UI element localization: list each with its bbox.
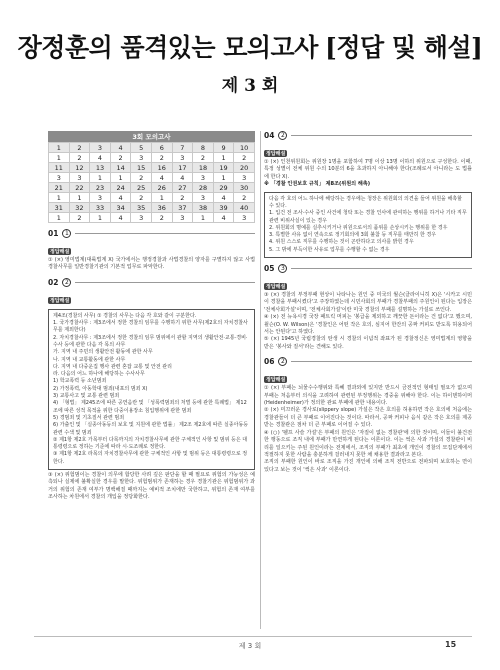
question-06-explanation-4: 조직의 부패한 원인이 바로 조직을 가진 개인에 의해 조직 전반으로 전파되며 보호하는 면이 있다고 보는 것이 '썩은 사과' 이론이다. [264,459,472,473]
answer-cell: 2 [110,153,131,163]
question-number-cell: 20 [234,163,255,173]
answer-cell: 3 [172,153,193,163]
question-number-cell: 29 [213,183,234,193]
question-number-cell: 3 [90,143,111,153]
page-number: 15 [445,640,457,649]
question-06-explanation-2: ② (×) 미끄러운 경사로(slippery slope) 가설은 작은 호의를 허용하면 작은 호의에 처음에는 경찰관들이 더 큰 부패로 이어진다는 것이다. 따라서, 공짜 커피나 음식 같은 작은 호의를 제공받는 경찰관은 점차 더 큰 부패로 이어질 수 있다. [264,407,472,429]
answer-table-number-row [49,183,255,193]
question-02-footnote: ③ (×) 위험범이는 경찰이 의무에 합당한 사려 깊은 판단을 할 때 필요로 위험의 가능성은 예측되나 실제에 불확실한 경우를 말한다. 위험범위가 존재하는 경우 경찰기관은 위험범위가 과거의 위험의 존재 여부가 명백해질 때까지는 예비적 조치에만 국한하고, 위험의 존재 여부를 조사하는 차원에서 경찰의 개입을 정당화한다. [48,472,255,501]
answer-cell: 3 [49,173,70,183]
answer-cell: 4 [110,213,131,223]
article-item: 라. 다음의 어느 하나에 해당하는 수사사무 [53,371,145,378]
header-rule [75,282,255,283]
article-intro: 제4조(경찰의 사무) ① 경찰의 사무는 다음 각 호와 같이 구분한다. [53,312,197,319]
question-number-cell: 10 [234,143,255,153]
question-02-header [48,278,255,287]
question-number-cell: 30 [234,183,255,193]
answer-cell: 1 [49,193,70,203]
answer-cell: 3 [234,173,255,183]
rule-article-line: 2. 위원회의 명예를 실추시키거나 위원으로서의 품위를 손상시키는 행위를 한 경우 [269,224,448,231]
rule-article-line: 4. 위원 스스로 직무를 수행하는 것이 곤란하다고 의사를 밝힌 경우 [269,239,414,246]
question-number-cell: 14 [110,163,131,173]
answer-table-answer-row [49,153,255,163]
answer-cell: 1 [90,213,111,223]
question-number-cell: 31 [49,203,70,213]
answer-cell: 4 [213,193,234,203]
answer-cell: 4 [110,193,131,203]
answer-table-number-row [49,203,255,213]
article-item: 가. 지역 내 주민의 생활안전 활동에 관한 사무 [53,349,153,356]
question-number-cell: 28 [193,183,214,193]
question-number-cell: 13 [90,163,111,173]
header-rule [291,135,472,136]
question-06-explanation-1: ① (×) 부패는 뇌물수수행위와 특혜 결과외에 있지만 반드시 금전적인 형태일 필요가 없으며 부패는 처음부터 의식을 고려하여 관련된 부정행위는 경중을 위해야 한다. 이는 하이덴하이머(Heidenheimer)가 정의한 관료 부패에 관한 내용이다. [264,385,472,407]
answer-cell: 4 [172,173,193,183]
answer-table-number-row [49,143,255,153]
header-rule [291,361,472,362]
answer-cell: 3 [131,213,152,223]
answer-cell: 2 [151,153,172,163]
question-number-cell: 7 [172,143,193,153]
answer-cell: 2 [193,153,214,163]
answer-cell: 4 [151,173,172,183]
question-number-cell: 32 [69,203,90,213]
answer-cell: 1 [90,173,111,183]
question-05-explanation-2: ④ (×) 전 뉴욕시경 국장 패트릭 머피는 '봉급을 제외하고 깨끗한 돈이라는 건 없다'고 했으며, 윌슨(O. W. Wilson)은 '경찰인은 어떤 작은 호의, 심지어 한잔의 공짜 커피도 받도록 허용되어서는 안된다'고 하였다. [264,314,472,336]
rule-article-line: 3. 특별한 사유 없이 연속으로 정기회의에 3회 불참 등 직무를 태만히 한 경우 [269,232,437,239]
question-05-explanation-3: ⑤ (×) 1945년 국립경찰의 탄생 시 경찰의 이념적 좌표가 된 경찰정신은 영미법계의 영향을 받은 '봉사와 질서'라는 견해도 있다. [264,336,472,350]
question-number-cell: 36 [151,203,172,213]
question-04-note: ※ 「경찰 인권보호 규칙」 제8조(위원의 해촉) [264,181,371,188]
answer-cell: 2 [69,153,90,163]
question-number: 04 [264,131,275,140]
question-06-header [264,357,472,366]
answer-cell: 4 [90,153,111,163]
question-number-cell: 25 [131,183,152,193]
explanation-badge: 정답해설 [266,284,286,290]
answer-circle: 1 [62,229,71,238]
question-number-cell: 16 [151,163,172,173]
answer-cell: 1 [69,193,90,203]
question-number: 02 [48,277,59,287]
question-number-cell: 34 [110,203,131,213]
question-number-cell: 1 [49,143,70,153]
answer-cell: 3 [90,193,111,203]
question-number-cell: 38 [193,203,214,213]
article-item: ② 제1항 제2호 가목부터 다목까지의 자치경찰사무에 관한 구체적인 사항 및 범위 등은 대통령령으로 정하는 기준에 따라 시·도조례로 정한다. [53,436,248,451]
answer-cell: 1 [151,193,172,203]
question-number-cell: 19 [213,163,234,173]
answer-cell: 1 [110,173,131,183]
answer-cell: 3 [131,153,152,163]
article-item: 2. 자치경찰사무 : 제3조에서 정한 경찰의 임무 범위에서 관할 지역의 생활안전·교통·경비·수사 등에 관한 다음 각 목의 사무 [53,334,248,348]
question-number-cell: 33 [90,203,111,213]
round-title: 제 3 회 [221,76,279,96]
law-article-box [48,309,255,470]
answer-cell: 1 [193,213,214,223]
answer-circle: 3 [278,264,287,273]
answer-cell: 2 [234,153,255,163]
title-prefix: 장정훈의 품격있는 모의고사 [17,33,318,62]
answer-cell: 2 [131,173,152,183]
answer-table [48,131,255,223]
question-number-cell: 2 [69,143,90,153]
answer-cell: 1 [213,173,234,183]
question-number-cell: 22 [69,183,90,193]
article-item: 2) 가정폭력, 아동학대 범죄(내포의 범죄 X) [53,385,148,392]
answer-table-answer-row [49,173,255,183]
answer-circle: 2 [62,278,71,287]
question-number-cell: 6 [151,143,172,153]
article-item: 6) 가출인 및 「실종아동등의 보호 및 지원에 관한 법률」 제2조 제2호에 따른 실종아동등 관련 수색 및 범죄 [53,422,249,436]
explanation-badge: 정답해설 [266,377,286,384]
article-item: 4) 「형법」 제245조에 따른 공연음란 및 「성폭력범죄의 처벌 등에 관한 특례법」 제12조에 따른 성적 목적을 위한 다중이용장소 침입행위에 관한 범죄 [53,400,247,414]
question-number-cell: 23 [90,183,111,193]
question-number-cell: 15 [131,163,152,173]
answer-cell: 3 [193,173,214,183]
question-number-cell: 5 [131,143,152,153]
article-item: 나. 지역 내 교통활동에 관한 사무 [53,356,126,363]
answer-table-answer-row [49,213,255,223]
question-number-cell: 24 [110,183,131,193]
article-item: 5) 경범죄 및 기초질서 관련 범죄 [53,414,125,421]
question-number-cell: 27 [172,183,193,193]
question-number-cell: 18 [193,163,214,173]
question-01-header [48,229,255,238]
question-number-cell: 40 [234,203,255,213]
answer-cell: 3 [69,173,90,183]
rule-article-line: 5. 그 밖에 부득이한 사유로 업무를 수행할 수 없는 경우 [269,246,390,253]
question-number-cell: 37 [172,203,193,213]
footer-round: 제 3 회 [238,642,262,650]
question-number-cell: 11 [49,163,70,173]
question-number-cell: 26 [151,183,172,193]
answer-cell: 4 [213,213,234,223]
explanation-badge: 정답해설 [50,249,70,255]
answer-cell: 2 [234,193,255,203]
explanation-badge: 정답해설 [266,151,286,157]
column-divider [260,131,261,629]
question-04-header [264,131,472,140]
header-rule [291,268,472,269]
answer-cell: 2 [172,193,193,203]
answer-cell: 2 [69,213,90,223]
answer-circle: 2 [278,357,287,366]
answer-circle: 2 [278,131,287,140]
answer-table-answer-row [49,193,255,203]
answer-cell: 2 [151,213,172,223]
rule-article-line: 다음 각 호의 어느 하나에 해당하는 경우에는 청장은 위원회의 의견을 들어 위원을 해촉할 수 있다. [269,195,462,209]
answer-cell: 1 [49,213,70,223]
question-number-cell: 4 [110,143,131,153]
question-number-cell: 8 [193,143,214,153]
question-number-cell: 12 [69,163,90,173]
question-05-header [264,264,472,273]
article-item: 다. 지역 내 다중운집 행사 관련 혼잡 교통 및 안전 관리 [53,363,172,370]
question-06-explanation-3: ④ (○) '펠프 사슬 가설'은 부패의 원인은 '자질이 없는 경찰관'에 의한 것이며, 이들이 불건전한 행동으로 조직 내에 부패가 만연하게 된다는 이론이다. 이는 썩은 사과 가설의 경찰관이 비리를 일으키는 주된 원인이라는 전제에서, 조직의 부패가 최초에 개인이 경찰의 모집단계에서 적절하지 못한 사람을 충분하게 걸러내지 못한 채 채용한 결과라고 본다. [264,429,472,458]
right-column [264,131,472,474]
article-item: ③ 제1항 제2호 라목의 자치경찰사무에 관한 구체적인 사항 및 범위 등은 대통령령으로 정한다. [53,451,248,465]
answer-cell: 1 [49,153,70,163]
explanation-badge: 정답해설 [50,297,70,304]
article-item: 3) 교통사고 및 교통 관련 범죄 [53,393,120,400]
footer-rule [34,636,472,637]
answer-table-caption: 3회 모의고사 [48,131,255,142]
title-suffix: [정답 및 해설] [325,33,483,62]
question-number-cell: 35 [131,203,152,213]
header-rule [75,233,255,234]
rule-article-line: 1. 입건 전 조사·수사 중인 사건에 청탁 또는 경찰 인사에 관여하는 행위를 하거나 기타 직무 관련 비위사실이 있는 경우 [269,210,467,224]
question-number-cell: 17 [172,163,193,173]
article-item: 1) 학교폭력 등 소년범죄 [53,378,107,385]
question-number-cell: 9 [213,143,234,153]
answer-cell: 3 [193,193,214,203]
answer-table-number-row [49,163,255,173]
left-column [48,131,255,502]
answer-cell: 1 [213,153,234,163]
answer-cell: 2 [131,193,152,203]
question-01-explanation: ① (×) 영미법계(대륙법계 X) 국가에서는 행정경찰과 사법경찰의 양자를 구별하지 않고 사법경찰사무를 일반경찰기관의 기본적 업무로 파악한다. [48,257,255,271]
question-05-explanation-1: ③ (×) 경찰의 부정부패 현상이 나타나는 원인 중 미국의 월슨(클라이니히 X)은 '시카고 시민이 경찰을 부패시켰다'고 주장하였는데 시민사회의 부패가 경찰부패의 주원인이 된다는 입장은 '전체사회가설'이며, '전체사회가설'이란 미국 경찰의 부패를 설명하는 가설로 쓰인다. [264,292,472,313]
question-04-explanation: ① (×) 인천위원회는 위원장 1명을 포함하여 7명 이상 13명 이하의 위원으로 구성한다. 이때, 특정 성별이 전체 위원 수의 10분의 6을 초과하지 아니해야 한다(조례로서 아니라는 도 법률에 한다 X). [264,159,472,180]
question-number: 01 [48,229,59,238]
question-number: 06 [264,357,275,367]
answer-cell: 3 [234,213,255,223]
answer-cell: 3 [172,213,193,223]
article-item: 1. 국가경찰사무 : 제3조에서 정한 경찰의 임무를 수행하기 위한 사무(제2호의 자치경찰사무를 제외한다) [53,320,248,334]
question-number-cell: 39 [213,203,234,213]
rule-article-box [264,192,472,258]
question-number: 05 [264,264,275,273]
question-number-cell: 21 [49,183,70,193]
page-title [0,28,500,64]
